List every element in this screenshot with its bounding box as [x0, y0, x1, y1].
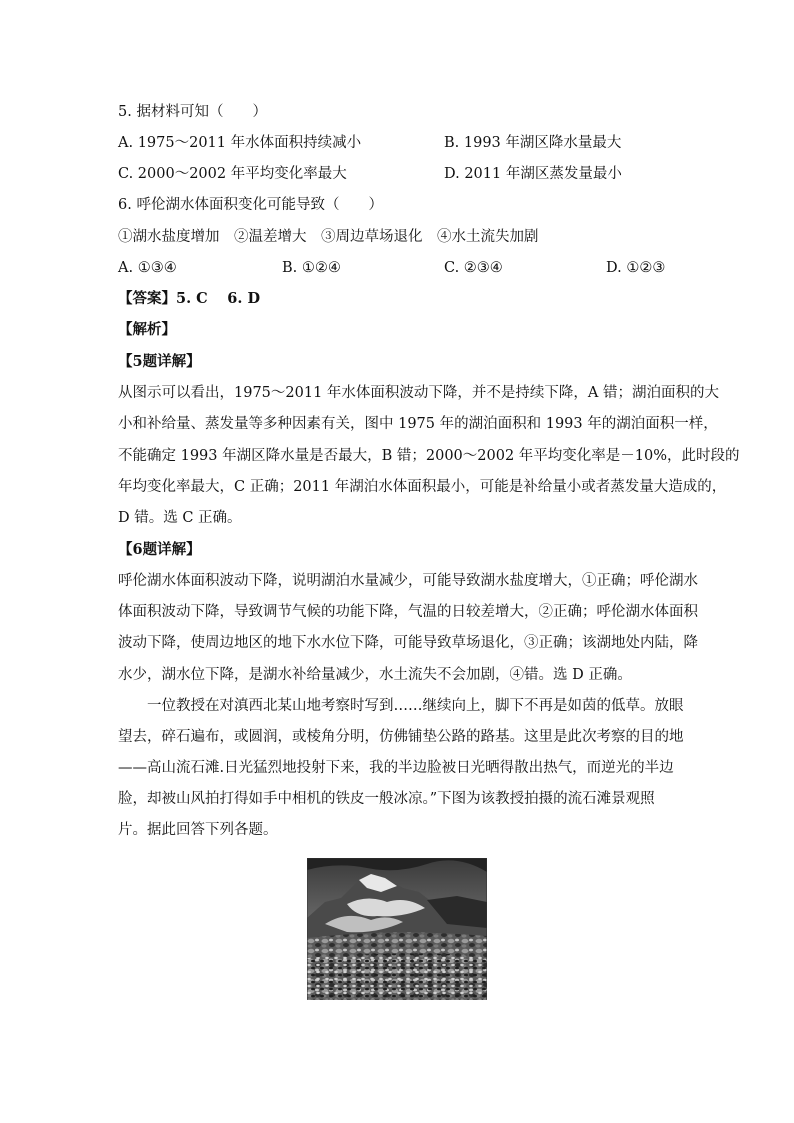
detail-5-line: 从图示可以看出，1975～2011 年水体面积波动下降，并不是持续下降，A 错；湖泊面积的大	[118, 385, 719, 401]
q6-option-a: A. ①③④	[118, 260, 177, 276]
detail-5-line: D 错。选 C 正确。	[118, 510, 242, 526]
passage-line: 望去，碎石遍布，或圆润，或棱角分明，仿佛铺垫公路的路基。这里是此次考察的目的地	[118, 729, 684, 745]
passage-line: 脸，却被山风拍打得如手中相机的铁皮一般冰凉。”下图为该教授拍摄的流石滩景观照	[118, 791, 655, 807]
detail-5-line: 小和补给量、蒸发量等多种因素有关，图中 1975 年的湖泊面积和 1993 年的湖泊面积一样，	[118, 416, 718, 432]
detail-6-heading: 【6题详解】	[118, 541, 201, 558]
q5-option-d: D. 2011 年湖区蒸发量最小	[444, 166, 622, 182]
detail-5-heading: 【5题详解】	[118, 353, 201, 370]
detail-5-line: 不能确定 1993 年湖区降水量是否最大，B 错；2000～2002 年平均变化率是－10%，此时段的	[118, 448, 740, 464]
q6-option-b: B. ①②④	[282, 260, 341, 276]
q5-option-c: C. 2000～2002 年平均变化率最大	[118, 166, 347, 182]
detail-6-line: 体面积波动下降，导致调节气候的功能下降，气温的日较差增大，②正确；呼伦湖水体面积	[118, 604, 698, 620]
detail-5-line: 年均变化率最大，C 正确；2011 年湖泊水体面积最小，可能是补给量小或者蒸发量大造成的，	[118, 479, 727, 495]
q5-stem: 5. 据材料可知（ ）	[118, 104, 267, 120]
scree-slope-photo	[307, 858, 487, 1000]
passage-line: 片。据此回答下列各题。	[118, 822, 278, 838]
q6-stem: 6. 呼伦湖水体面积变化可能导致（ ）	[118, 197, 383, 213]
detail-6-line: 波动下降，使周边地区的地下水水位下降，可能导致草场退化，③正确；该湖地处内陆，降	[118, 635, 698, 651]
q6-option-c: C. ②③④	[444, 260, 503, 276]
q6-items: ①湖水盐度增加 ②温差增大 ③周边草场退化 ④水土流失加剧	[118, 229, 539, 245]
q5-option-a: A. 1975～2011 年水体面积持续减小	[118, 135, 362, 151]
q5-option-b: B. 1993 年湖区降水量最大	[444, 135, 622, 151]
passage-line: ——高山流石滩.日光猛烈地投射下来，我的半边脸被日光晒得散出热气，而逆光的半边	[118, 760, 674, 776]
detail-6-line: 呼伦湖水体面积波动下降，说明湖泊水量减少，可能导致湖水盐度增大，①正确；呼伦湖水	[118, 573, 698, 589]
q6-option-d: D. ①②③	[606, 260, 666, 276]
answer-line: 【答案】5. C 6. D	[118, 290, 261, 307]
passage-line: 一位教授在对滇西北某山地考察时写到……继续向上，脚下不再是如茵的低草。放眼	[118, 698, 684, 714]
analysis-label: 【解析】	[118, 321, 176, 338]
detail-6-line: 水少，湖水位下降，是湖水补给量减少，水土流失不会加剧，④错。选 D 正确。	[118, 667, 632, 683]
